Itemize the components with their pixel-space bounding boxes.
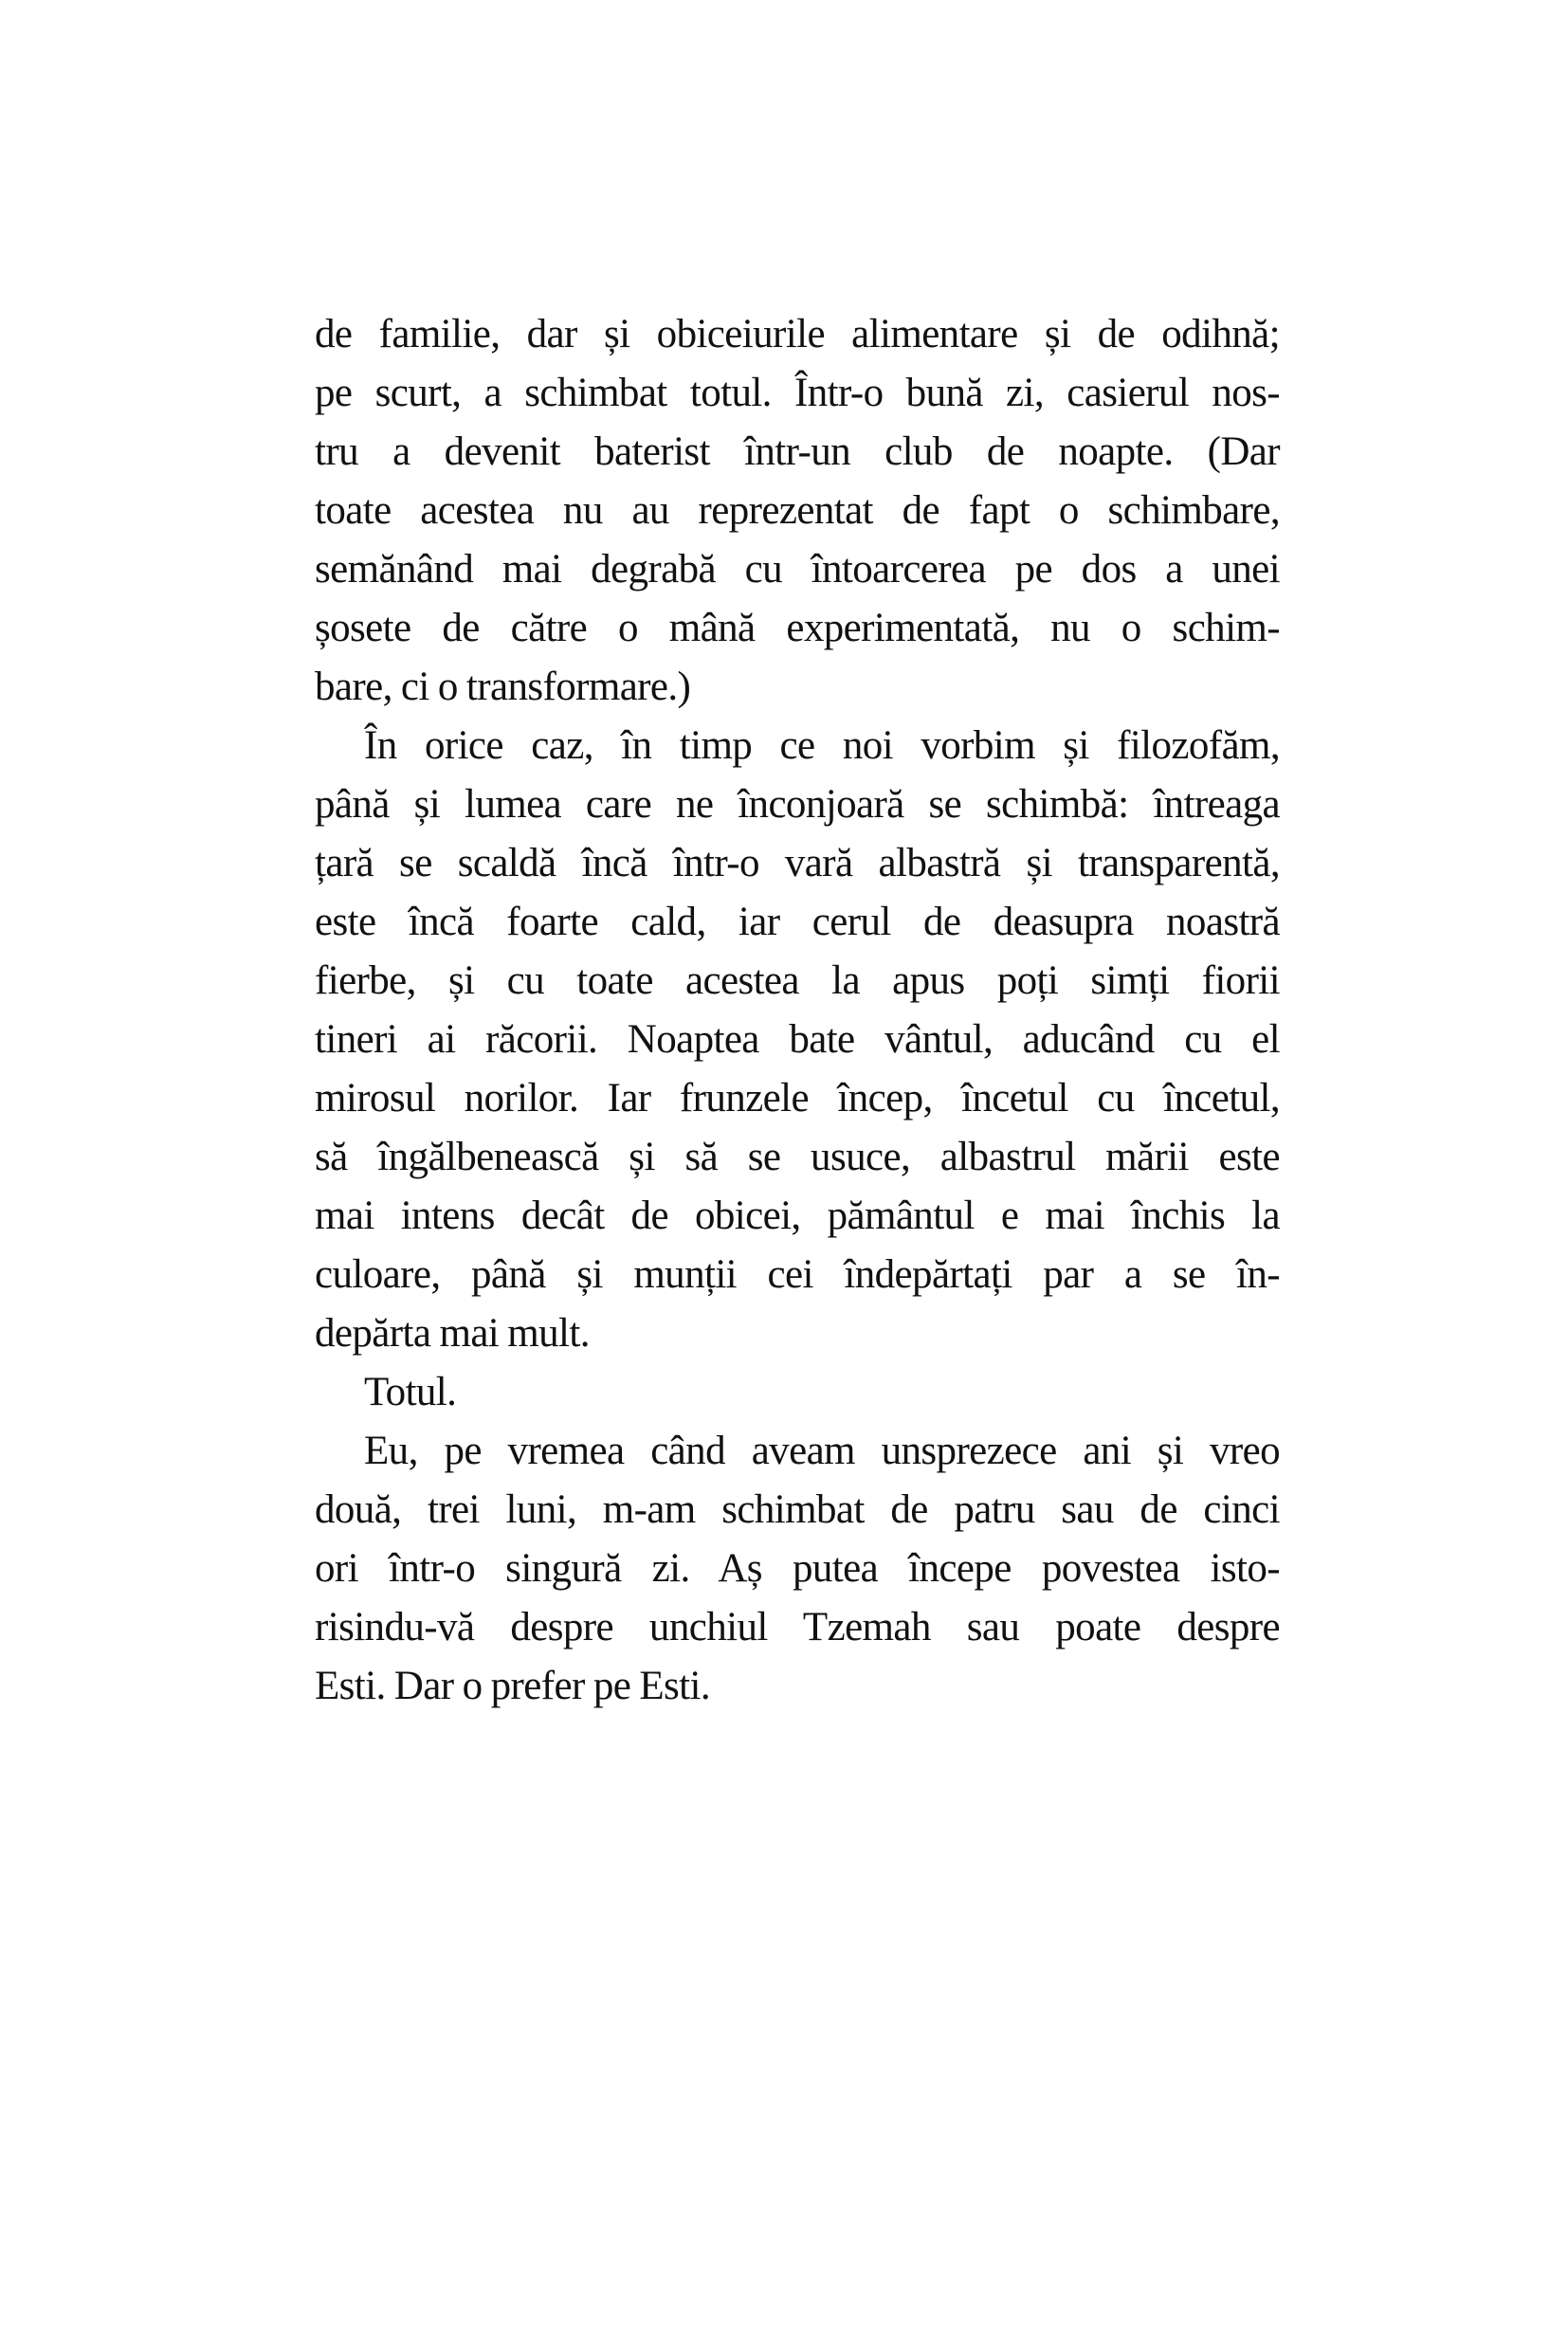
text-line: toate acestea nu au reprezentat de fapt o schimbare, bbox=[315, 488, 1280, 533]
text-line: bare, ci o transformare.) bbox=[315, 665, 691, 709]
text-line: pe scurt, a schimbat totul. Într-o bună zi, casierul nos- bbox=[315, 371, 1280, 415]
body-text bbox=[315, 305, 1280, 1716]
text-line: este încă foarte cald, iar cerul de deasupra noastră bbox=[315, 900, 1280, 944]
paragraph bbox=[315, 305, 1280, 717]
text-line: șosete de către o mână experimentată, nu o schim- bbox=[315, 606, 1280, 650]
text-line: semănând mai degrabă cu întoarcerea pe dos a unei bbox=[315, 547, 1280, 592]
text-line: până și lumea care ne înconjoară se schimbă: întreaga bbox=[315, 782, 1280, 827]
text-line: mai intens decât de obicei, pământul e mai închis la bbox=[315, 1194, 1280, 1238]
text-line: ori într-o singură zi. Aș putea începe povestea isto- bbox=[315, 1546, 1280, 1591]
text-line: culoare, până și munții cei îndepărtați par a se în- bbox=[315, 1252, 1280, 1297]
text-line: țară se scaldă încă într-o vară albastră și transparentă, bbox=[315, 841, 1280, 885]
text-line: Esti. Dar o prefer pe Esti. bbox=[315, 1664, 711, 1708]
text-line: să îngălbenească și să se usuce, albastrul mării este bbox=[315, 1135, 1280, 1179]
text-line: tru a devenit baterist într-un club de noapte. (Dar bbox=[315, 429, 1280, 474]
text-line: risindu-vă despre unchiul Tzemah sau poate despre bbox=[315, 1605, 1280, 1649]
paragraph bbox=[315, 1422, 1280, 1716]
text-line: tineri ai răcorii. Noaptea bate vântul, aducând cu el bbox=[315, 1017, 1280, 1062]
text-line: de familie, dar și obiceiurile alimentare și de odihnă; bbox=[315, 312, 1280, 356]
text-line: depărta mai mult. bbox=[315, 1311, 590, 1356]
text-line: Eu, pe vremea când aveam unsprezece ani și vreo bbox=[364, 1429, 1280, 1473]
paragraph bbox=[315, 717, 1280, 1363]
text-line: Totul. bbox=[364, 1370, 457, 1414]
text-line: fierbe, și cu toate acestea la apus poți simți fiorii bbox=[315, 958, 1280, 1003]
paragraph bbox=[315, 1363, 1280, 1422]
text-line: În orice caz, în timp ce noi vorbim și filozofăm, bbox=[364, 723, 1280, 768]
text-line: mirosul norilor. Iar frunzele încep, încetul cu încetul, bbox=[315, 1076, 1280, 1121]
text-line: două, trei luni, m-am schimbat de patru sau de cinci bbox=[315, 1487, 1280, 1532]
